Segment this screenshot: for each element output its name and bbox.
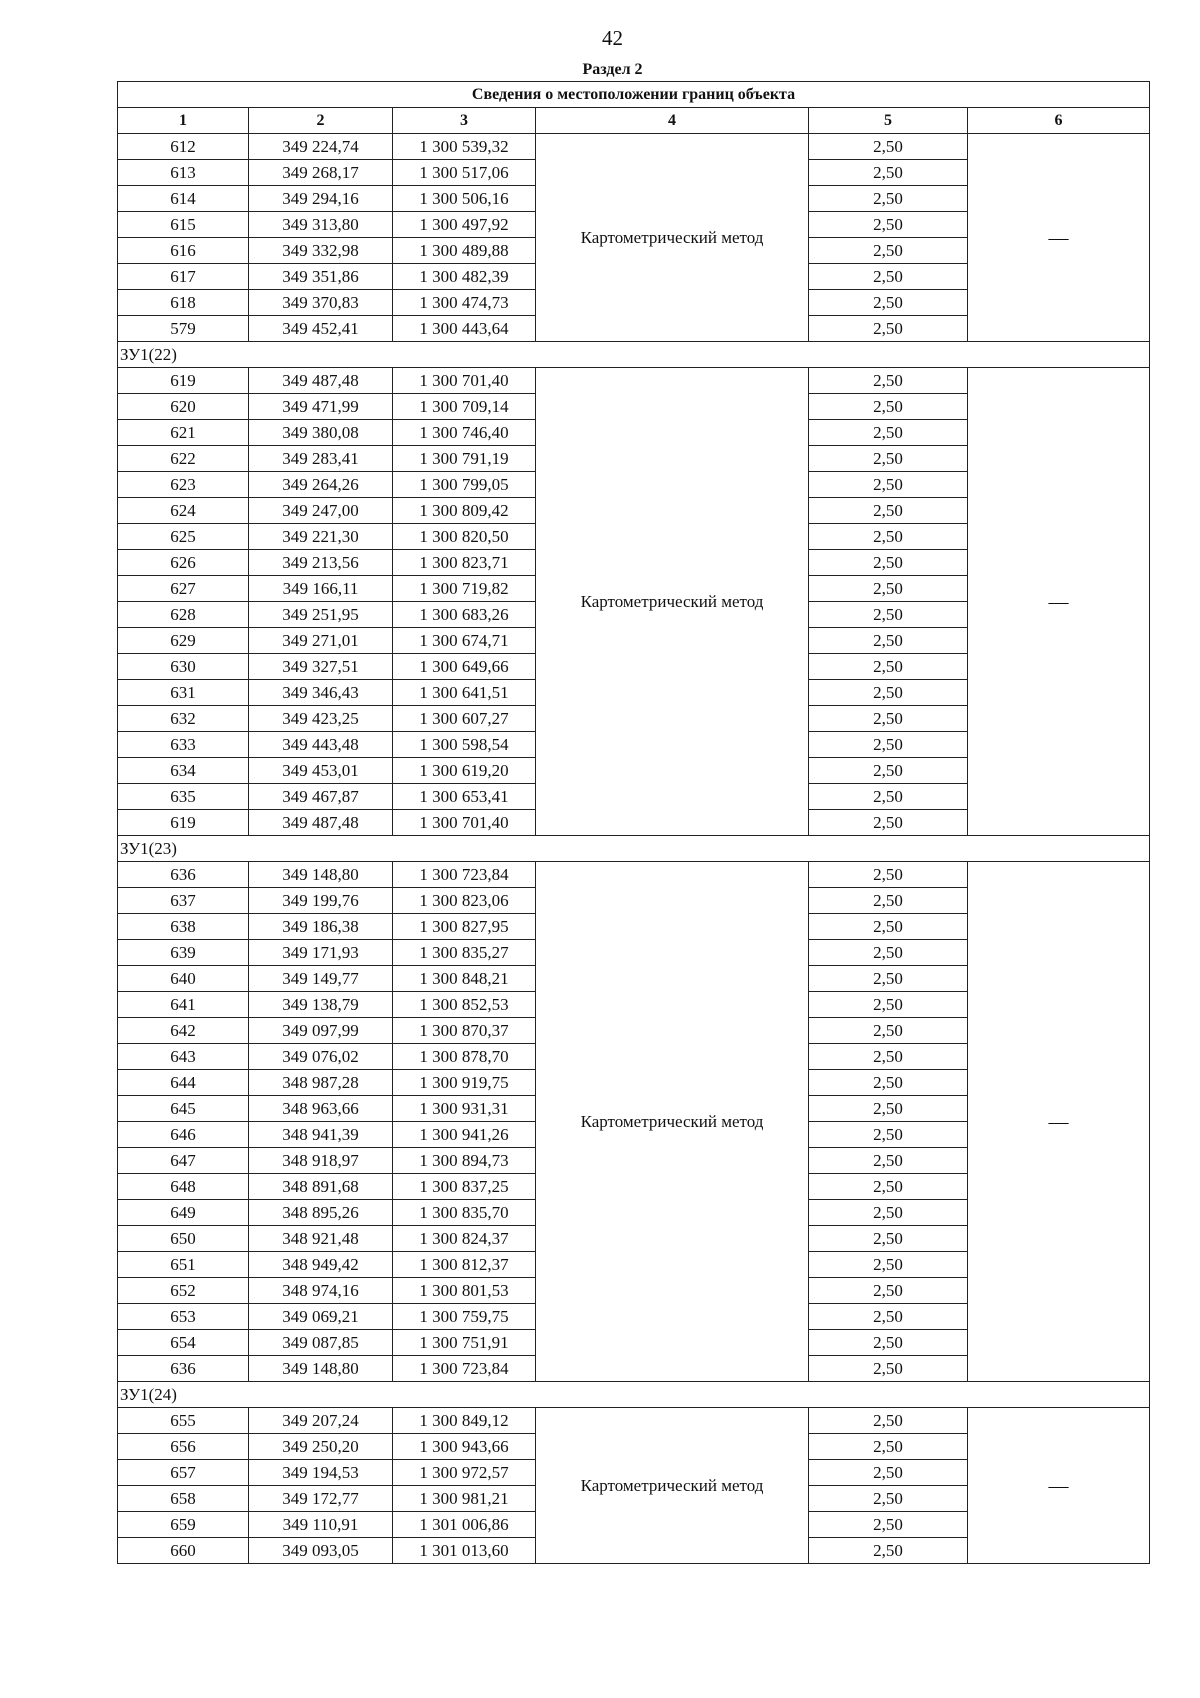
coordinate-x-cell: 349 166,11 <box>249 576 393 602</box>
coordinate-x-cell: 349 194,53 <box>249 1460 393 1486</box>
accuracy-cell: 2,50 <box>809 472 968 498</box>
point-number-cell: 646 <box>118 1122 249 1148</box>
accuracy-cell: 2,50 <box>809 810 968 836</box>
coordinate-x-cell: 349 487,48 <box>249 368 393 394</box>
coordinate-x-cell: 349 271,01 <box>249 628 393 654</box>
coordinate-y-cell: 1 300 474,73 <box>393 290 536 316</box>
accuracy-cell: 2,50 <box>809 368 968 394</box>
coordinate-y-cell: 1 300 607,27 <box>393 706 536 732</box>
accuracy-cell: 2,50 <box>809 680 968 706</box>
point-number-cell: 617 <box>118 264 249 290</box>
coordinate-y-cell: 1 300 506,16 <box>393 186 536 212</box>
accuracy-cell: 2,50 <box>809 1460 968 1486</box>
table-body <box>118 134 1150 1564</box>
coordinate-y-cell: 1 300 941,26 <box>393 1122 536 1148</box>
point-number-cell: 625 <box>118 524 249 550</box>
point-number-cell: 632 <box>118 706 249 732</box>
accuracy-cell: 2,50 <box>809 1226 968 1252</box>
coordinate-y-cell: 1 300 746,40 <box>393 420 536 446</box>
coordinate-y-cell: 1 300 848,21 <box>393 966 536 992</box>
coordinate-y-cell: 1 300 539,32 <box>393 134 536 160</box>
coordinate-x-cell: 349 467,87 <box>249 784 393 810</box>
accuracy-cell: 2,50 <box>809 1304 968 1330</box>
accuracy-cell: 2,50 <box>809 394 968 420</box>
coordinate-x-cell: 349 351,86 <box>249 264 393 290</box>
accuracy-cell: 2,50 <box>809 992 968 1018</box>
coordinate-y-cell: 1 300 709,14 <box>393 394 536 420</box>
point-number-cell: 633 <box>118 732 249 758</box>
point-number-cell: 616 <box>118 238 249 264</box>
coordinate-y-cell: 1 300 619,20 <box>393 758 536 784</box>
coordinate-x-cell: 349 097,99 <box>249 1018 393 1044</box>
coordinate-y-cell: 1 301 006,86 <box>393 1512 536 1538</box>
accuracy-cell: 2,50 <box>809 732 968 758</box>
coordinate-x-cell: 348 941,39 <box>249 1122 393 1148</box>
accuracy-cell: 2,50 <box>809 238 968 264</box>
point-number-cell: 653 <box>118 1304 249 1330</box>
accuracy-cell: 2,50 <box>809 498 968 524</box>
coordinate-y-cell: 1 300 791,19 <box>393 446 536 472</box>
coordinate-y-cell: 1 300 497,92 <box>393 212 536 238</box>
note-cell: — <box>968 368 1150 836</box>
coordinate-y-cell: 1 300 674,71 <box>393 628 536 654</box>
accuracy-cell: 2,50 <box>809 1252 968 1278</box>
accuracy-cell: 2,50 <box>809 706 968 732</box>
accuracy-cell: 2,50 <box>809 1148 968 1174</box>
coordinate-x-cell: 349 283,41 <box>249 446 393 472</box>
accuracy-cell: 2,50 <box>809 888 968 914</box>
point-number-cell: 657 <box>118 1460 249 1486</box>
point-number-cell: 651 <box>118 1252 249 1278</box>
column-number: 6 <box>968 108 1150 134</box>
point-number-cell: 628 <box>118 602 249 628</box>
coordinate-x-cell: 349 327,51 <box>249 654 393 680</box>
coordinate-y-cell: 1 300 812,37 <box>393 1252 536 1278</box>
column-number: 2 <box>249 108 393 134</box>
coordinate-x-cell: 349 149,77 <box>249 966 393 992</box>
point-number-cell: 639 <box>118 940 249 966</box>
coordinate-x-cell: 349 171,93 <box>249 940 393 966</box>
coordinate-x-cell: 349 294,16 <box>249 186 393 212</box>
coordinate-x-cell: 349 148,80 <box>249 862 393 888</box>
coordinate-x-cell: 349 207,24 <box>249 1408 393 1434</box>
note-cell: — <box>968 134 1150 342</box>
note-cell: — <box>968 862 1150 1382</box>
point-number-cell: 579 <box>118 316 249 342</box>
coordinate-y-cell: 1 300 517,06 <box>393 160 536 186</box>
point-number-cell: 615 <box>118 212 249 238</box>
point-number-cell: 621 <box>118 420 249 446</box>
coordinate-x-cell: 349 471,99 <box>249 394 393 420</box>
point-number-cell: 640 <box>118 966 249 992</box>
coordinate-y-cell: 1 300 823,06 <box>393 888 536 914</box>
coordinate-y-cell: 1 300 894,73 <box>393 1148 536 1174</box>
accuracy-cell: 2,50 <box>809 264 968 290</box>
group-header-row <box>118 836 1150 862</box>
accuracy-cell: 2,50 <box>809 1278 968 1304</box>
method-cell: Картометрический метод <box>536 368 809 836</box>
coordinate-y-cell: 1 300 701,40 <box>393 368 536 394</box>
group-label: ЗУ1(22) <box>118 342 1150 368</box>
accuracy-cell: 2,50 <box>809 1018 968 1044</box>
coordinate-y-cell: 1 300 809,42 <box>393 498 536 524</box>
coordinate-x-cell: 349 138,79 <box>249 992 393 1018</box>
method-cell: Картометрический метод <box>536 1408 809 1564</box>
point-number-cell: 656 <box>118 1434 249 1460</box>
coordinate-y-cell: 1 300 870,37 <box>393 1018 536 1044</box>
accuracy-cell: 2,50 <box>809 550 968 576</box>
accuracy-cell: 2,50 <box>809 784 968 810</box>
coordinate-x-cell: 349 487,48 <box>249 810 393 836</box>
coordinate-y-cell: 1 300 823,71 <box>393 550 536 576</box>
point-number-cell: 629 <box>118 628 249 654</box>
coordinate-y-cell: 1 300 482,39 <box>393 264 536 290</box>
table-row <box>118 862 1150 888</box>
coordinate-x-cell: 349 423,25 <box>249 706 393 732</box>
accuracy-cell: 2,50 <box>809 1434 968 1460</box>
group-header-row <box>118 342 1150 368</box>
point-number-cell: 635 <box>118 784 249 810</box>
coordinate-y-cell: 1 300 824,37 <box>393 1226 536 1252</box>
coordinate-x-cell: 348 918,97 <box>249 1148 393 1174</box>
accuracy-cell: 2,50 <box>809 914 968 940</box>
point-number-cell: 658 <box>118 1486 249 1512</box>
method-cell: Картометрический метод <box>536 134 809 342</box>
point-number-cell: 645 <box>118 1096 249 1122</box>
coordinate-y-cell: 1 300 801,53 <box>393 1278 536 1304</box>
coordinate-x-cell: 349 213,56 <box>249 550 393 576</box>
accuracy-cell: 2,50 <box>809 1122 968 1148</box>
point-number-cell: 655 <box>118 1408 249 1434</box>
group-label: ЗУ1(24) <box>118 1382 1150 1408</box>
coordinate-y-cell: 1 300 598,54 <box>393 732 536 758</box>
coordinate-x-cell: 349 370,83 <box>249 290 393 316</box>
accuracy-cell: 2,50 <box>809 940 968 966</box>
accuracy-cell: 2,50 <box>809 602 968 628</box>
point-number-cell: 649 <box>118 1200 249 1226</box>
coordinate-x-cell: 348 921,48 <box>249 1226 393 1252</box>
point-number-cell: 612 <box>118 134 249 160</box>
coordinate-x-cell: 349 346,43 <box>249 680 393 706</box>
column-number: 1 <box>118 108 249 134</box>
accuracy-cell: 2,50 <box>809 1070 968 1096</box>
table-row <box>118 368 1150 394</box>
point-number-cell: 636 <box>118 862 249 888</box>
coordinate-x-cell: 349 110,91 <box>249 1512 393 1538</box>
coordinate-y-cell: 1 300 759,75 <box>393 1304 536 1330</box>
point-number-cell: 623 <box>118 472 249 498</box>
accuracy-cell: 2,50 <box>809 1512 968 1538</box>
point-number-cell: 652 <box>118 1278 249 1304</box>
accuracy-cell: 2,50 <box>809 1330 968 1356</box>
coordinate-x-cell: 349 221,30 <box>249 524 393 550</box>
coordinate-x-cell: 348 987,28 <box>249 1070 393 1096</box>
coordinate-y-cell: 1 300 827,95 <box>393 914 536 940</box>
coordinate-x-cell: 349 076,02 <box>249 1044 393 1070</box>
coordinate-x-cell: 349 313,80 <box>249 212 393 238</box>
table-caption: Сведения о местоположении границ объекта <box>118 82 1150 108</box>
coordinate-x-cell: 349 093,05 <box>249 1538 393 1564</box>
coordinate-x-cell: 349 268,17 <box>249 160 393 186</box>
accuracy-cell: 2,50 <box>809 186 968 212</box>
group-label: ЗУ1(23) <box>118 836 1150 862</box>
point-number-cell: 624 <box>118 498 249 524</box>
coordinate-y-cell: 1 300 931,31 <box>393 1096 536 1122</box>
coordinate-y-cell: 1 300 641,51 <box>393 680 536 706</box>
accuracy-cell: 2,50 <box>809 1356 968 1382</box>
coordinate-y-cell: 1 300 981,21 <box>393 1486 536 1512</box>
column-number-row <box>118 108 1150 134</box>
coordinate-y-cell: 1 300 701,40 <box>393 810 536 836</box>
coordinate-y-cell: 1 301 013,60 <box>393 1538 536 1564</box>
column-number: 5 <box>809 108 968 134</box>
coordinate-y-cell: 1 300 919,75 <box>393 1070 536 1096</box>
coordinate-y-cell: 1 300 683,26 <box>393 602 536 628</box>
accuracy-cell: 2,50 <box>809 1486 968 1512</box>
point-number-cell: 659 <box>118 1512 249 1538</box>
coordinate-y-cell: 1 300 723,84 <box>393 1356 536 1382</box>
coordinate-y-cell: 1 300 835,27 <box>393 940 536 966</box>
point-number-cell: 637 <box>118 888 249 914</box>
page-number: 42 <box>602 26 623 50</box>
accuracy-cell: 2,50 <box>809 1408 968 1434</box>
coordinate-x-cell: 349 186,38 <box>249 914 393 940</box>
coordinate-x-cell: 349 148,80 <box>249 1356 393 1382</box>
coordinate-y-cell: 1 300 835,70 <box>393 1200 536 1226</box>
coordinate-x-cell: 349 250,20 <box>249 1434 393 1460</box>
coordinate-y-cell: 1 300 719,82 <box>393 576 536 602</box>
coordinate-x-cell: 349 247,00 <box>249 498 393 524</box>
accuracy-cell: 2,50 <box>809 862 968 888</box>
point-number-cell: 660 <box>118 1538 249 1564</box>
point-number-cell: 613 <box>118 160 249 186</box>
accuracy-cell: 2,50 <box>809 1538 968 1564</box>
coordinate-x-cell: 349 264,26 <box>249 472 393 498</box>
accuracy-cell: 2,50 <box>809 524 968 550</box>
point-number-cell: 630 <box>118 654 249 680</box>
coordinate-y-cell: 1 300 972,57 <box>393 1460 536 1486</box>
coordinate-x-cell: 348 949,42 <box>249 1252 393 1278</box>
coordinate-y-cell: 1 300 751,91 <box>393 1330 536 1356</box>
coordinate-x-cell: 349 332,98 <box>249 238 393 264</box>
point-number-cell: 622 <box>118 446 249 472</box>
coordinate-y-cell: 1 300 852,53 <box>393 992 536 1018</box>
column-number: 4 <box>536 108 809 134</box>
coordinate-x-cell: 349 172,77 <box>249 1486 393 1512</box>
coordinate-x-cell: 349 452,41 <box>249 316 393 342</box>
point-number-cell: 654 <box>118 1330 249 1356</box>
coordinate-x-cell: 349 251,95 <box>249 602 393 628</box>
point-number-cell: 643 <box>118 1044 249 1070</box>
point-number-cell: 618 <box>118 290 249 316</box>
point-number-cell: 619 <box>118 810 249 836</box>
coordinate-x-cell: 348 963,66 <box>249 1096 393 1122</box>
point-number-cell: 641 <box>118 992 249 1018</box>
accuracy-cell: 2,50 <box>809 1096 968 1122</box>
coordinate-x-cell: 348 895,26 <box>249 1200 393 1226</box>
coordinate-x-cell: 349 087,85 <box>249 1330 393 1356</box>
accuracy-cell: 2,50 <box>809 290 968 316</box>
point-number-cell: 619 <box>118 368 249 394</box>
coordinate-x-cell: 349 453,01 <box>249 758 393 784</box>
table-row <box>118 1408 1150 1434</box>
coordinate-x-cell: 349 069,21 <box>249 1304 393 1330</box>
point-number-cell: 614 <box>118 186 249 212</box>
coordinate-y-cell: 1 300 943,66 <box>393 1434 536 1460</box>
point-number-cell: 642 <box>118 1018 249 1044</box>
point-number-cell: 647 <box>118 1148 249 1174</box>
accuracy-cell: 2,50 <box>809 212 968 238</box>
coordinate-y-cell: 1 300 820,50 <box>393 524 536 550</box>
point-number-cell: 638 <box>118 914 249 940</box>
point-number-cell: 620 <box>118 394 249 420</box>
accuracy-cell: 2,50 <box>809 420 968 446</box>
accuracy-cell: 2,50 <box>809 758 968 784</box>
coordinate-y-cell: 1 300 649,66 <box>393 654 536 680</box>
accuracy-cell: 2,50 <box>809 316 968 342</box>
accuracy-cell: 2,50 <box>809 1044 968 1070</box>
column-number: 3 <box>393 108 536 134</box>
coordinate-y-cell: 1 300 723,84 <box>393 862 536 888</box>
point-number-cell: 636 <box>118 1356 249 1382</box>
coordinate-x-cell: 348 974,16 <box>249 1278 393 1304</box>
point-number-cell: 634 <box>118 758 249 784</box>
accuracy-cell: 2,50 <box>809 1200 968 1226</box>
point-number-cell: 648 <box>118 1174 249 1200</box>
group-header-row <box>118 1382 1150 1408</box>
method-cell: Картометрический метод <box>536 862 809 1382</box>
table-row <box>118 134 1150 160</box>
accuracy-cell: 2,50 <box>809 160 968 186</box>
point-number-cell: 650 <box>118 1226 249 1252</box>
coordinate-y-cell: 1 300 878,70 <box>393 1044 536 1070</box>
point-number-cell: 627 <box>118 576 249 602</box>
coordinate-y-cell: 1 300 443,64 <box>393 316 536 342</box>
coordinate-y-cell: 1 300 837,25 <box>393 1174 536 1200</box>
note-cell: — <box>968 1408 1150 1564</box>
coordinate-x-cell: 349 224,74 <box>249 134 393 160</box>
coordinate-y-cell: 1 300 849,12 <box>393 1408 536 1434</box>
coordinate-y-cell: 1 300 489,88 <box>393 238 536 264</box>
boundary-coordinates-table <box>117 81 1150 1564</box>
accuracy-cell: 2,50 <box>809 654 968 680</box>
coordinate-x-cell: 349 380,08 <box>249 420 393 446</box>
section-title: Раздел 2 <box>582 61 643 78</box>
accuracy-cell: 2,50 <box>809 446 968 472</box>
coordinate-y-cell: 1 300 653,41 <box>393 784 536 810</box>
point-number-cell: 626 <box>118 550 249 576</box>
accuracy-cell: 2,50 <box>809 628 968 654</box>
coordinate-y-cell: 1 300 799,05 <box>393 472 536 498</box>
coordinate-x-cell: 349 199,76 <box>249 888 393 914</box>
point-number-cell: 644 <box>118 1070 249 1096</box>
accuracy-cell: 2,50 <box>809 134 968 160</box>
point-number-cell: 631 <box>118 680 249 706</box>
coordinate-x-cell: 348 891,68 <box>249 1174 393 1200</box>
accuracy-cell: 2,50 <box>809 576 968 602</box>
accuracy-cell: 2,50 <box>809 966 968 992</box>
coordinate-x-cell: 349 443,48 <box>249 732 393 758</box>
accuracy-cell: 2,50 <box>809 1174 968 1200</box>
